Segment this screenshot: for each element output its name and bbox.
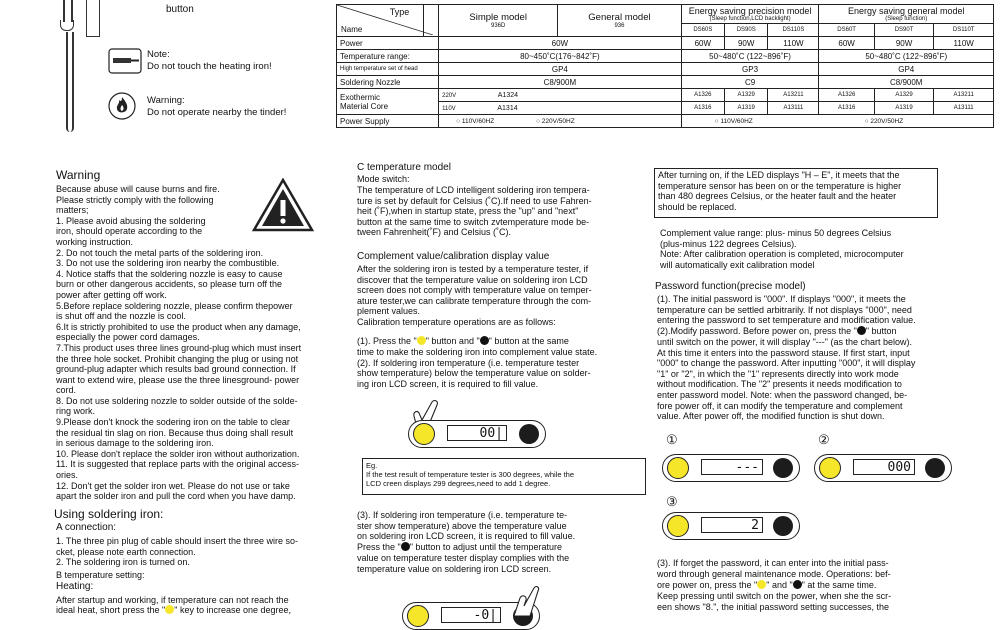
text-line: temperature can be settled arbitrarily. If not displays "000", need: [657, 304, 912, 315]
text-line: "1" or "2", in which the "1" represents directly into work mode: [657, 368, 899, 379]
core-code: A1319: [874, 102, 934, 115]
heating-line1: After startup and working, if temperature can not reach the: [56, 595, 289, 605]
pressing-finger-icon: [500, 584, 540, 616]
general-model-header: [558, 5, 681, 37]
text-line: especially the power cord damages.: [56, 332, 200, 343]
text-line: fore power off, it can modify the temperature and complement: [657, 400, 903, 411]
core-label-line1: Exothermic: [340, 92, 381, 102]
text-line: (2). If soldering iron temperature (i.e. temperature tester: [357, 357, 580, 368]
forget-part: " and ": [766, 580, 793, 590]
voltage-110-cell: [439, 102, 558, 115]
core-row-220: [337, 89, 994, 102]
warning-text: Do not operate nearby the tinder!: [147, 107, 287, 118]
core-code: A13211: [768, 89, 819, 102]
text-line: ing iron LCD screen, it is required to fill value.: [357, 378, 539, 389]
table-cell: 80~450˚C(176~842˚F): [439, 50, 682, 63]
supply-options-simple: ○ 110V/60HZ ○ 220V/50HZ: [439, 115, 682, 128]
table-cell: C8/900M: [819, 76, 994, 89]
core-code: A13111: [934, 102, 994, 115]
text-line: een shows "8.", the initial password setting successes, the: [657, 601, 890, 612]
table-cell: 90W: [874, 37, 934, 50]
text-line: After turning on, if the LED displays "H – E", it meets that the: [658, 170, 900, 180]
hint-text: [655, 169, 937, 213]
warning-label: Warning:: [147, 95, 185, 106]
text-line: Calibration temperature operations are as follows:: [357, 316, 556, 327]
text-line: 5.Before replace soldering nozzle, please confirm thepower: [56, 300, 293, 311]
ds-code: DS90T: [874, 24, 934, 37]
ds-code: DS90S: [725, 24, 768, 37]
warning-title: Warning: [56, 168, 101, 182]
password-body: [657, 294, 997, 326]
text-line: apart the solder iron and pull the cord when you have damp.: [56, 491, 296, 502]
black-button-icon[interactable]: [519, 424, 539, 444]
row-label: Temperature range:: [337, 50, 439, 63]
black-button-icon: [401, 542, 410, 551]
text-line: screen does not comply with temperature value on temper-: [357, 285, 592, 296]
mode-switch-body: [357, 185, 647, 238]
text-line: show temperature) below the temperature value on solder-: [357, 368, 591, 379]
table-cell: 50~480˚C (122~896˚F): [681, 50, 819, 63]
core-code: A1326: [819, 89, 874, 102]
type-label: Type: [389, 7, 410, 17]
table-cell: GP3: [681, 63, 819, 76]
head-row: [337, 63, 994, 76]
core-label: [337, 89, 439, 115]
text-line: 6.It is strictly prohibited to use the product when any damage,: [56, 321, 301, 332]
step1-part: " button at the same: [488, 336, 569, 346]
text-line: cord.: [56, 385, 77, 396]
table-cell: 110W: [768, 37, 819, 50]
black-button-icon: [480, 336, 489, 345]
step3-more: [357, 553, 647, 574]
text-line: value. After power off, the modified function is shut down.: [657, 411, 885, 422]
c-model-title: C temperature model: [357, 162, 451, 173]
text-line: iron, should operate according to the: [56, 226, 203, 237]
nozzle-row: [337, 76, 994, 89]
text-line: ature tester,we can calibrate temperature through the com-: [357, 295, 592, 306]
yellow-button-icon[interactable]: [667, 515, 689, 537]
text-line: 12. Don't get the solder iron wet. Please do not use or take: [56, 480, 290, 491]
type-name-cell: [337, 5, 424, 37]
text-line: power after getting off work.: [56, 289, 167, 300]
ds-code: DS110T: [934, 24, 994, 37]
step3-body: [357, 510, 647, 542]
black-button-icon[interactable]: [925, 458, 945, 478]
example-label: Eg.: [366, 461, 378, 470]
text-line: After the soldering iron is tested by a temperature tester, if: [357, 264, 589, 274]
text-line: the residual tin slag on rion. Because thus doing shall result: [56, 427, 294, 438]
mode-switch-label: Mode switch:: [357, 174, 410, 184]
text-line: enter password model. Note: when the password changed, be-: [657, 389, 908, 400]
password-body-2: [657, 337, 997, 422]
password-line4: [657, 326, 897, 337]
text-line: working instruction.: [56, 236, 134, 247]
example-box: [362, 458, 646, 495]
text-line: 2. Do not touch the metal parts of the soldering iron.: [56, 247, 264, 258]
text-line: until switch on the power, it will display "---" (as the chart below).: [657, 337, 912, 347]
forget-part: ore power on, press the ": [657, 580, 758, 590]
table-cell: 90W: [725, 37, 768, 50]
step1-part: " button and ": [425, 336, 480, 346]
core-code: A1316: [681, 102, 724, 115]
voltage-220-cell: [439, 89, 558, 102]
core-code: A1329: [725, 89, 768, 102]
step1-body: [357, 347, 647, 389]
password-line4-end: " button: [865, 326, 897, 336]
table-cell: 60W: [681, 37, 724, 50]
text-line: 1. The three pin plug of cable should insert the three wire so-: [56, 536, 298, 546]
yellow-button-icon: [417, 336, 426, 345]
complement-title: Complement value/calibration display value: [357, 251, 550, 262]
text-line: Keep pressing until switch on the power, when she the scr-: [657, 591, 892, 601]
row-label: High temperature set of head: [337, 63, 439, 76]
general-model-code: 936: [614, 23, 625, 29]
table-cell: 60W: [439, 37, 682, 50]
hot-iron-icon: [108, 48, 142, 74]
text-line: discover that the temperature value on soldering iron LCD: [357, 274, 588, 285]
temperature-setting-title: B temperature setting:: [56, 570, 145, 580]
text-line: value on temperature tester display complies with the: [357, 553, 570, 563]
ds-code: DS110S: [768, 24, 819, 37]
note-label: Note:: [147, 49, 170, 60]
supply-option: 110V/60HZ: [720, 117, 753, 125]
soldering-iron-cable-lower: [66, 32, 74, 132]
saving-general-sub: (Sleep function): [885, 16, 928, 22]
text-line: (1). The initial password is "000". If displays "000", it meets the: [657, 294, 906, 304]
power-row: [337, 37, 994, 50]
text-line: than 480 degrees Celsius, or the heater fault and the heater: [658, 191, 897, 202]
simple-model-code: 936D: [491, 23, 506, 29]
text-line: is shut off and the nozzle is cool.: [56, 311, 186, 322]
text-line: 8. Do not use soldering nozzle to solder outside of the solde-: [56, 395, 298, 406]
heating-line2-end: " key to increase one degree,: [174, 605, 292, 615]
table-cell: C9: [681, 76, 819, 89]
forget-part: " at the same time.: [801, 580, 877, 590]
core-code: A1316: [819, 102, 874, 115]
soldering-iron-cable: [63, 0, 73, 22]
black-button-icon[interactable]: [773, 516, 793, 536]
text-line: cket, please note earth connection.: [56, 546, 196, 557]
core-code: A13211: [934, 89, 994, 102]
step3-part: Press the ": [357, 542, 401, 552]
connection-title: A connection:: [56, 522, 117, 533]
cable-holder: [60, 20, 74, 31]
range-body: [660, 228, 960, 270]
text-line: Note: After calibration operation is completed, microcomputer: [660, 249, 904, 260]
supply-option: 110V/60HZ: [461, 117, 495, 125]
text-line: ground-plug adapter which results bad ground connection. If: [56, 364, 296, 375]
spec-table: [336, 4, 994, 128]
panel-figure-3: [662, 512, 800, 540]
yellow-button-icon[interactable]: [407, 605, 429, 627]
text-line: 7.This product uses three lines ground-plug which must insert: [56, 342, 302, 353]
forget-body: [657, 558, 997, 579]
text-line: At this time it enters into the password stause. If first start, input: [657, 347, 910, 358]
precision-model-name: Energy saving precision model: [688, 6, 812, 16]
text-line: word through general maintenance mode. Operations: bef-: [657, 568, 891, 579]
heating-line2: [56, 605, 291, 616]
text-line: temperature sensor has been on or the temperature is higher: [658, 180, 902, 191]
text-line: button at the same time to switch zvtemperature mode be-: [357, 216, 590, 227]
heating-line2-start: ideal heat, short press the ": [56, 605, 166, 615]
black-button-icon: [793, 580, 802, 589]
text-line: tween Fahrenheit(˚F) and Celsius (˚C).: [357, 227, 512, 238]
example-line: If the test result of temperature tester is 300 degrees, while the: [366, 470, 575, 479]
text-line: without modification. The "2" presents it needs modification to: [657, 379, 902, 390]
figure-1-label: ①: [666, 432, 678, 447]
text-line: ster show temperature) above the temperature value: [357, 520, 567, 531]
yellow-button-icon: [165, 605, 174, 614]
text-line: 2. The soldering iron is turned on.: [56, 557, 190, 568]
table-cell: GP4: [819, 63, 994, 76]
text-line: the three hole socket. Prohibit changing the plug or using not: [56, 353, 299, 364]
text-line: (plus-minus 122 degrees Celsius).: [660, 238, 797, 249]
using-title: Using soldering iron:: [54, 507, 164, 521]
example-line: LCD creen displays 299 degrees,need to add 1 degree.: [366, 479, 551, 488]
soldering-station-panel: [408, 420, 546, 448]
simple-model-name: Simple model: [469, 12, 527, 23]
text-line: in serious damage to the soldering iron.: [56, 438, 214, 449]
text-line: burn or other dangerous accidents, so please turn off the: [56, 279, 282, 290]
saving-general-header: [819, 5, 994, 24]
ds-code: DS60S: [681, 24, 724, 37]
table-cell: C8/900M: [439, 76, 682, 89]
supply-option: 220V/50HZ: [870, 117, 904, 125]
figure-3-label: ③: [666, 494, 678, 509]
precision-model-header: [681, 5, 819, 24]
warning-body: [56, 184, 356, 502]
core-code: A13111: [768, 102, 819, 115]
black-button-icon[interactable]: [773, 458, 793, 478]
yellow-button-icon[interactable]: [819, 457, 841, 479]
step1-line: [357, 336, 569, 347]
complement-body: [357, 264, 647, 328]
yellow-button-icon: [757, 580, 766, 589]
core-code: A1319: [725, 102, 768, 115]
ds-code: DS60T: [819, 24, 874, 37]
soldering-iron-handle: [86, 0, 100, 37]
step1-part: (1). Press the ": [357, 336, 417, 346]
text-line: ring work.: [56, 406, 96, 417]
text-line: ories.: [56, 470, 79, 481]
core-code: A1314: [497, 104, 518, 112]
forget-line3: [657, 580, 876, 591]
text-line: (3). If forget the password, it can enter into the initial pass-: [657, 558, 889, 568]
text-line: 10. Please don't replace the solder iron without authorization.: [56, 448, 300, 459]
general-model-name: General model: [588, 12, 651, 23]
table-cell: GP4: [439, 63, 682, 76]
row-label: Power: [337, 37, 439, 50]
text-line: want to extend wire, please use the three linesground- power: [56, 374, 300, 385]
voltage-220: 220V: [442, 92, 457, 99]
table-cell: 50~480˚C (122~896˚F): [819, 50, 994, 63]
password-title: Password function(precise model): [655, 281, 806, 292]
table-cell: 60W: [819, 37, 874, 50]
core-label-line2: Material Core: [340, 101, 389, 111]
password-line4-start: (2).Modify password. Before power on, press the ": [657, 326, 857, 336]
text-line: ture is set by default for Celsius (˚C).If need to use Fahren-: [357, 195, 592, 206]
text-line: 3. Do not use the soldering iron nearby the combustible.: [56, 258, 280, 269]
partial-button-text: button: [166, 4, 194, 15]
core-code: A1324: [497, 91, 519, 99]
black-button-icon: [857, 326, 866, 335]
connection-body: [56, 536, 356, 568]
note-text: Do not touch the heating iron!: [147, 61, 272, 72]
heating-title: Heating:: [56, 581, 94, 592]
text-line: Complement value range: plus- minus 50 degrees Celsius: [660, 228, 892, 238]
text-line: plement values.: [357, 306, 421, 317]
table-cell: 110W: [934, 37, 994, 50]
lcd-display: -0|: [441, 607, 501, 623]
step3-press-line: [357, 542, 562, 553]
text-line: heit (˚F),when in startup state, press the "up" and "next": [357, 206, 579, 217]
text-line: will automatically exit calibration model: [660, 259, 815, 270]
forget-body-2: [657, 591, 997, 612]
step3-part: " button to adjust until the temperature: [409, 542, 563, 552]
text-line: 9.Please don't knock the sodering iron on the table to clear: [56, 417, 290, 428]
text-line: Because abuse will cause burns and fire.: [56, 184, 220, 194]
hint-box: [654, 168, 938, 218]
lcd-display: ---: [701, 459, 763, 475]
supply-option: 220V/50HZ: [541, 117, 575, 125]
lcd-display: 000: [853, 459, 915, 475]
saving-general-name: Energy saving general model: [847, 6, 965, 16]
text-line: (3). If soldering iron temperature (i.e. temperature te-: [357, 510, 568, 520]
lcd-display: 2: [701, 517, 763, 533]
text-line: Please strictly comply with the following: [56, 194, 214, 205]
core-code: A1329: [874, 89, 934, 102]
text-line: "000" to change the password. After inputting "000", it will display: [657, 358, 916, 369]
text-line: time to make the soldering iron into complement value state.: [357, 347, 598, 357]
power-supply-row: [337, 115, 994, 128]
voltage-110: 110V: [442, 105, 456, 112]
text-line: 4. Notice staffs that the soldering nozzle is easy to cause: [56, 268, 283, 279]
lcd-display: 00|: [447, 425, 507, 441]
text-line: The temperature of LCD intelligent soldering iron tempera-: [357, 185, 590, 195]
row-label: Soldering Nozzle: [337, 76, 439, 89]
text-line: entering the password to set temperature and modification value.: [657, 315, 916, 326]
spec-header-row: [337, 5, 994, 24]
yellow-button-icon[interactable]: [413, 423, 435, 445]
fire-icon: [108, 92, 136, 120]
figure-2-label: ②: [818, 432, 830, 447]
text-line: 11. It is suggested that replace parts with the original access-: [56, 459, 299, 470]
panel-figure-1: [662, 454, 800, 482]
text-line: should be replaced.: [658, 201, 737, 212]
text-line: 1. Please avoid abusing the soldering: [56, 215, 206, 226]
text-line: matters;: [56, 205, 89, 216]
panel-figure-2: [814, 454, 952, 482]
supply-options-saving: ○ 110V/60HZ ○ 220V/50HZ: [681, 115, 993, 128]
yellow-button-icon[interactable]: [667, 457, 689, 479]
text-line: temperature value on soldering iron LCD screen.: [357, 563, 552, 574]
core-code: A1326: [681, 89, 724, 102]
name-label: Name: [341, 25, 363, 34]
temperature-row: [337, 50, 994, 63]
precision-model-sub: (Sleep function,LCD backlight): [709, 16, 791, 22]
text-line: on soldering iron LCD screen, it is required to fill value.: [357, 531, 576, 542]
simple-model-header: [439, 5, 558, 37]
row-label: Power Supply: [337, 115, 439, 128]
